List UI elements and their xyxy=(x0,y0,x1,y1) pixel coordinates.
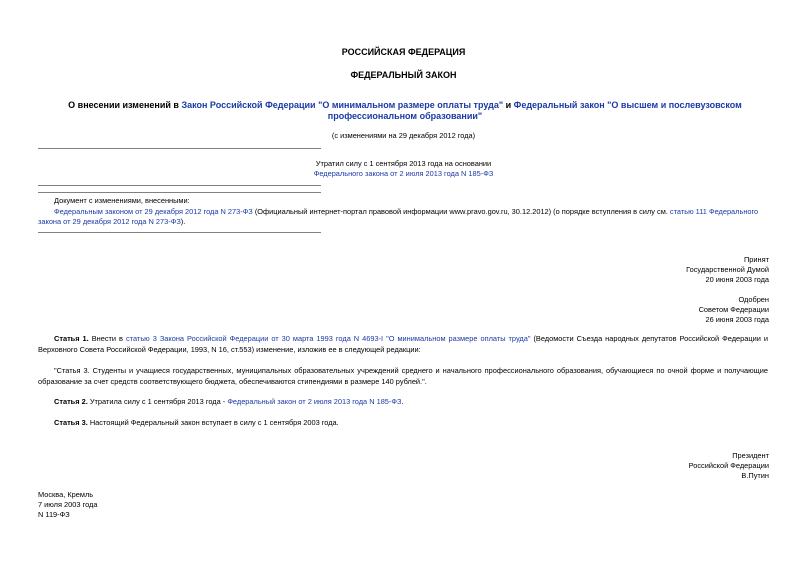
article-1-link[interactable]: статью 3 Закона Российской Федерации от 30 марта 1993 года N 4693-I "О минимальном размере оплаты труда" xyxy=(125,334,531,343)
article-1-text-cont: (Ведомости Съезда народных депутатов Российской Федерации и Верховного Совета Российской Федерации, 1993, N 16, ст.553) изменение, изложив ее в следующей редакции: xyxy=(38,334,768,354)
signature-line: В.Путин xyxy=(741,471,769,480)
title-link-min-wage-law[interactable]: Закон Российской Федерации "О минимальном размере оплаты труда" xyxy=(181,100,504,110)
lapsed-text: Утратил силу с 1 сентября 2013 года на основании xyxy=(315,159,492,168)
lapsed-link[interactable]: Федерального закона от 2 июля 2013 года N 185-ФЗ xyxy=(313,169,494,178)
divider xyxy=(38,192,321,193)
approved-block xyxy=(699,295,769,325)
title-middle: и xyxy=(503,100,514,110)
doc-type-heading: ФЕДЕРАЛЬНЫЙ ЗАКОН xyxy=(350,70,457,80)
article-1-text: Внести в xyxy=(88,334,126,343)
lapsed-link-row xyxy=(0,169,807,178)
place-date-block xyxy=(38,490,238,520)
approved-line: 26 июня 2003 года xyxy=(705,315,769,324)
amendment-note: (с изменениями на 29 декабря 2012 года) xyxy=(331,131,476,140)
changes-end: ). xyxy=(180,217,186,226)
signature-line: Российской Федерации xyxy=(688,461,769,470)
article-1-label: Статья 1. xyxy=(54,334,89,343)
article-2-label: Статья 2. xyxy=(54,397,88,406)
changes-link-273fz[interactable]: Федеральным законом от 29 декабря 2012 года N 273-ФЗ xyxy=(54,207,253,216)
article-1 xyxy=(38,334,768,355)
article-2-text: Утратила силу с 1 сентября 2013 года - xyxy=(87,397,228,406)
changes-text: (Официальный интернет-портал правовой информации www.pravo.gov.ru, 30.12.2012) (о порядке вступления в силу см. xyxy=(252,207,670,216)
article-2-end: . xyxy=(401,397,404,406)
divider xyxy=(38,148,321,149)
adopted-line: Принят xyxy=(743,255,769,264)
place-line: Москва, Кремль xyxy=(38,490,94,499)
approved-line: Одобрен xyxy=(738,295,769,304)
document-title xyxy=(60,100,750,122)
article-2-link[interactable]: Федеральный закон от 2 июля 2013 года N 185-ФЗ xyxy=(227,397,402,406)
divider xyxy=(38,185,321,186)
article-3-label: Статья 3. xyxy=(54,418,88,427)
article-1-quote: "Статья 3. Студенты и учащиеся государственных, муниципальных образовательных учреждений среднего и начального профессионального образования, обучающиеся по очной форме и получающие образование за счет средств соответствующего бюджета, обеспечиваются стипендиями в размере 140 рублей.". xyxy=(38,366,768,386)
article-3-text: Настоящий Федеральный закон вступает в силу с 1 сентября 2003 года. xyxy=(87,418,339,427)
adopted-block xyxy=(686,255,769,285)
divider xyxy=(38,232,321,233)
number-line: N 119-ФЗ xyxy=(38,510,70,519)
article-3 xyxy=(38,418,768,429)
approved-line: Советом Федерации xyxy=(698,305,769,314)
country-heading: РОССИЙСКАЯ ФЕДЕРАЦИЯ xyxy=(341,47,466,57)
adopted-line: 20 июня 2003 года xyxy=(705,275,769,284)
article-2 xyxy=(38,397,768,408)
signature-line: Президент xyxy=(732,451,769,460)
adopted-line: Государственной Думой xyxy=(686,265,769,274)
changes-intro: Документ с изменениями, внесенными: xyxy=(54,196,190,205)
changes-link-article-111[interactable]: статью 111 Федерального закона от 29 декабря 2012 года N 273-ФЗ xyxy=(38,207,759,226)
changes-list xyxy=(38,207,770,227)
date-line: 7 июля 2003 года xyxy=(38,500,98,509)
title-prefix: О внесении изменений в xyxy=(68,100,182,110)
signature-block xyxy=(689,451,769,481)
title-link-higher-education-law[interactable]: Федеральный закон "О высшем и послевузовском профессиональном образовании" xyxy=(327,100,742,121)
